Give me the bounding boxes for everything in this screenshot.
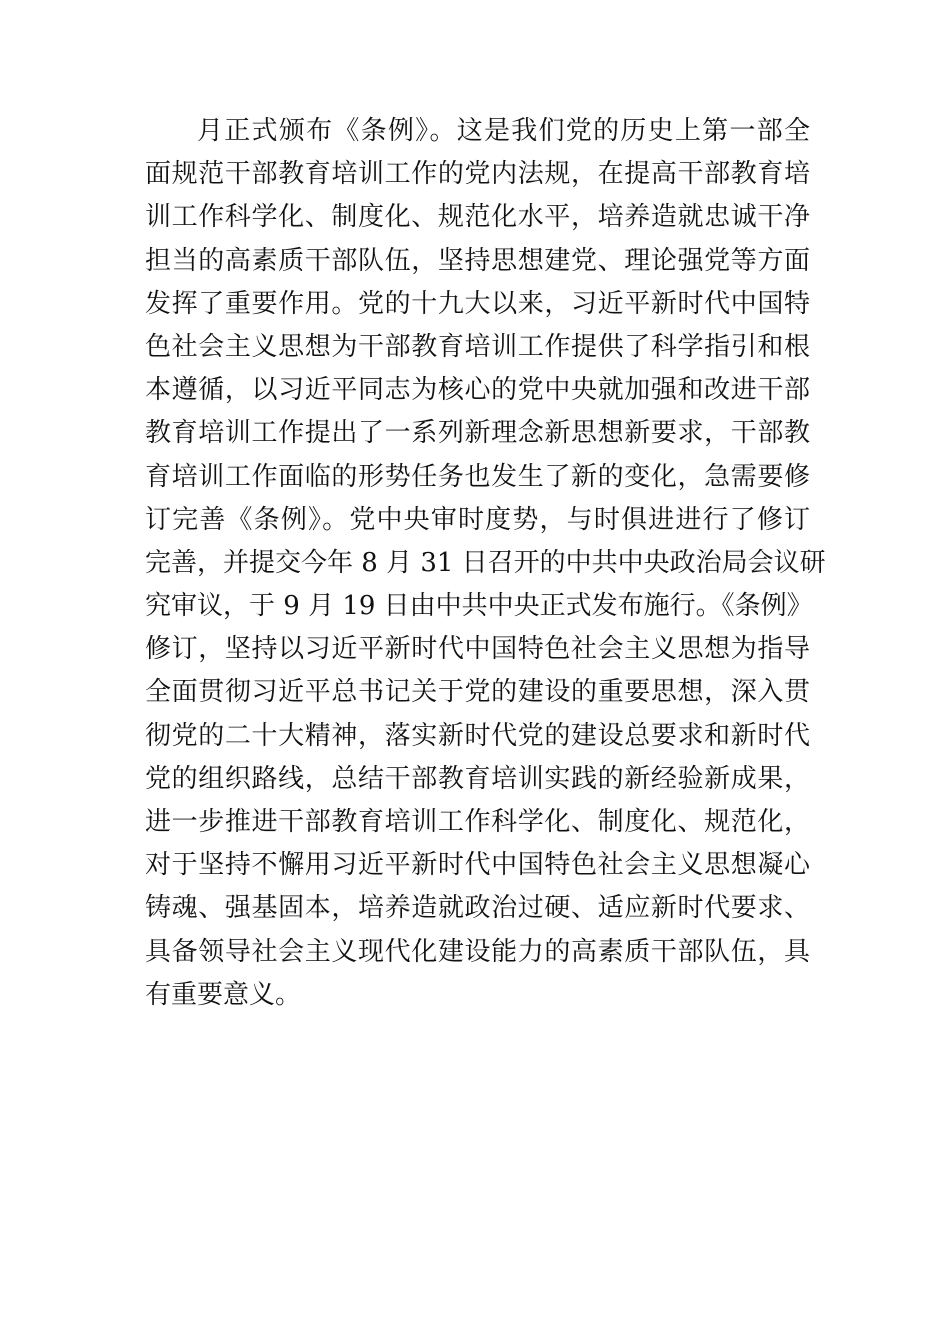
text-line: 究审议，于 9 月 19 日由中共中央正式发布施行。《条例》 [145, 591, 813, 622]
text-line: 对于坚持不懈用习近平新时代中国特色社会主义思想凝心 [145, 850, 810, 881]
text-line: 本遵循，以习近平同志为核心的党中央就加强和改进干部 [145, 375, 810, 406]
text-line: 教育培训工作提出了一系列新理念新思想新要求，干部教 [145, 418, 810, 449]
text-line: 具备领导社会主义现代化建设能力的高素质干部队伍，具 [145, 936, 810, 967]
text-line: 铸魂、强基固本，培养造就政治过硬、适应新时代要求、 [145, 893, 810, 924]
text-line: 彻党的二十大精神，落实新时代党的建设总要求和新时代 [145, 720, 810, 751]
text-line: 育培训工作面临的形势任务也发生了新的变化，急需要修 [145, 461, 810, 492]
text-line: 色社会主义思想为干部教育培训工作提供了科学指引和根 [145, 331, 810, 362]
text-line: 党的组织路线，总结干部教育培训实践的新经验新成果， [145, 763, 810, 794]
text-line: 月正式颁布《条例》。这是我们党的历史上第一部全 [197, 116, 810, 146]
text-line: 有重要意义。 [145, 979, 302, 1010]
text-line: 进一步推进干部教育培训工作科学化、制度化、规范化， [145, 807, 810, 837]
text-line: 订完善《条例》。党中央审时度势，与时俱进进行了修订 [145, 504, 810, 535]
text-line: 完善，并提交今年 8 月 31 日召开的中共中央政治局会议研 [145, 547, 826, 578]
text-line: 修订，坚持以习近平新时代中国特色社会主义思想为指导 [145, 634, 810, 665]
text-line: 面规范干部教育培训工作的党内法规，在提高干部教育培 [145, 159, 810, 190]
text-line: 发挥了重要作用。党的十九大以来，习近平新时代中国特 [145, 288, 810, 319]
text-line: 全面贯彻习近平总书记关于党的建设的重要思想，深入贯 [145, 677, 810, 708]
text-line: 担当的高素质干部队伍，坚持思想建党、理论强党等方面 [145, 245, 810, 276]
text-line: 训工作科学化、制度化、规范化水平，培养造就忠诚干净 [145, 202, 810, 233]
body-paragraph [145, 110, 826, 1017]
